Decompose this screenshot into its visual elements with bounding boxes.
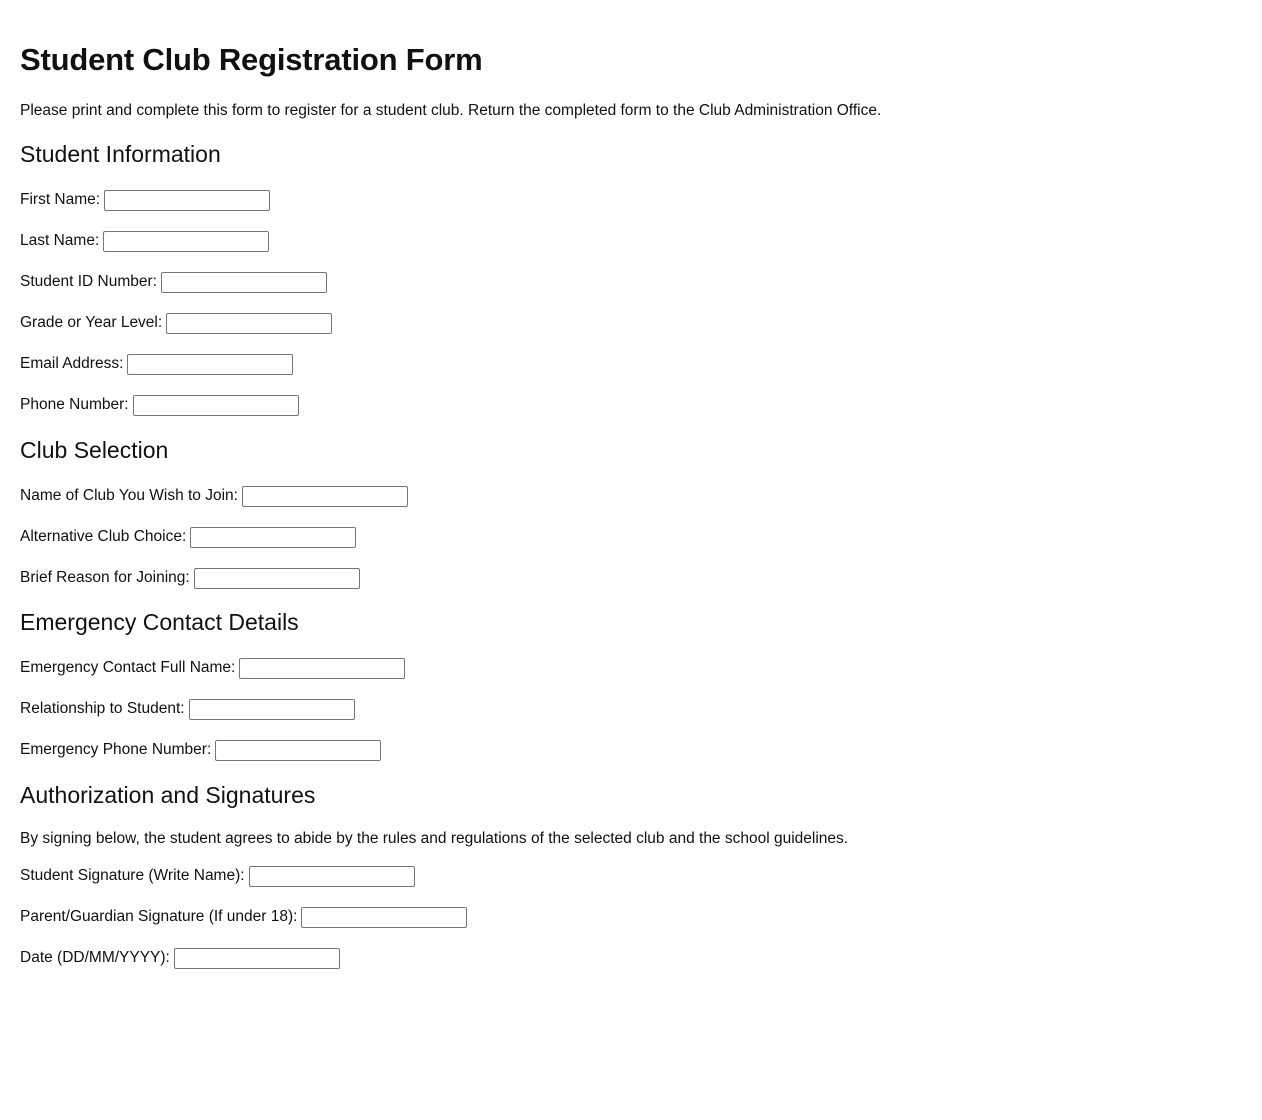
- email-label: Email Address:: [20, 355, 124, 372]
- student-signature-row: [20, 864, 415, 888]
- alternative-club-input[interactable]: [190, 527, 356, 548]
- date-label: Date (DD/MM/YYYY):: [20, 949, 170, 966]
- first-name-row: [20, 188, 270, 212]
- reason-label: Brief Reason for Joining:: [20, 569, 190, 586]
- reason-row: [20, 566, 360, 590]
- relationship-row: [20, 697, 355, 721]
- guardian-signature-input[interactable]: [301, 907, 467, 928]
- emergency-name-row: [20, 656, 405, 680]
- emergency-phone-input[interactable]: [215, 740, 381, 761]
- grade-level-label: Grade or Year Level:: [20, 314, 163, 331]
- relationship-input[interactable]: [189, 699, 355, 720]
- date-row: [20, 946, 340, 970]
- guardian-signature-row: [20, 905, 467, 929]
- emergency-name-input[interactable]: [239, 658, 405, 679]
- section-heading-authorization: Authorization and Signatures: [20, 782, 316, 808]
- last-name-label: Last Name:: [20, 232, 100, 249]
- club-name-label: Name of Club You Wish to Join:: [20, 487, 238, 504]
- student-signature-label: Student Signature (Write Name):: [20, 867, 245, 884]
- emergency-phone-row: [20, 738, 381, 762]
- emergency-phone-label: Emergency Phone Number:: [20, 741, 212, 758]
- grade-level-row: [20, 311, 332, 335]
- section-heading-emergency-contact: Emergency Contact Details: [20, 609, 299, 635]
- club-name-input[interactable]: [242, 486, 408, 507]
- phone-row: [20, 393, 299, 417]
- grade-level-input[interactable]: [166, 313, 332, 334]
- intro-text: Please print and complete this form to register for a student club. Return the completed form to the Club Administration Office.: [20, 102, 882, 119]
- alternative-club-label: Alternative Club Choice:: [20, 528, 187, 545]
- first-name-label: First Name:: [20, 191, 101, 208]
- relationship-label: Relationship to Student:: [20, 700, 185, 717]
- phone-label: Phone Number:: [20, 396, 129, 413]
- club-name-row: [20, 484, 408, 508]
- student-id-row: [20, 270, 327, 294]
- guardian-signature-label: Parent/Guardian Signature (If under 18):: [20, 908, 298, 925]
- authorization-note: By signing below, the student agrees to abide by the rules and regulations of the selected club and the school guidelines.: [20, 830, 849, 847]
- last-name-row: [20, 229, 269, 253]
- section-heading-club-selection: Club Selection: [20, 437, 169, 463]
- emergency-name-label: Emergency Contact Full Name:: [20, 659, 236, 676]
- email-input[interactable]: [127, 354, 293, 375]
- page-title: Student Club Registration Form: [20, 42, 483, 77]
- student-id-label: Student ID Number:: [20, 273, 157, 290]
- email-row: [20, 352, 293, 376]
- section-heading-student-information: Student Information: [20, 141, 221, 167]
- reason-input[interactable]: [194, 568, 360, 589]
- last-name-input[interactable]: [103, 231, 269, 252]
- student-id-input[interactable]: [161, 272, 327, 293]
- student-signature-input[interactable]: [249, 866, 415, 887]
- date-input[interactable]: [174, 948, 340, 969]
- first-name-input[interactable]: [104, 190, 270, 211]
- alternative-club-row: [20, 525, 356, 549]
- phone-input[interactable]: [133, 395, 299, 416]
